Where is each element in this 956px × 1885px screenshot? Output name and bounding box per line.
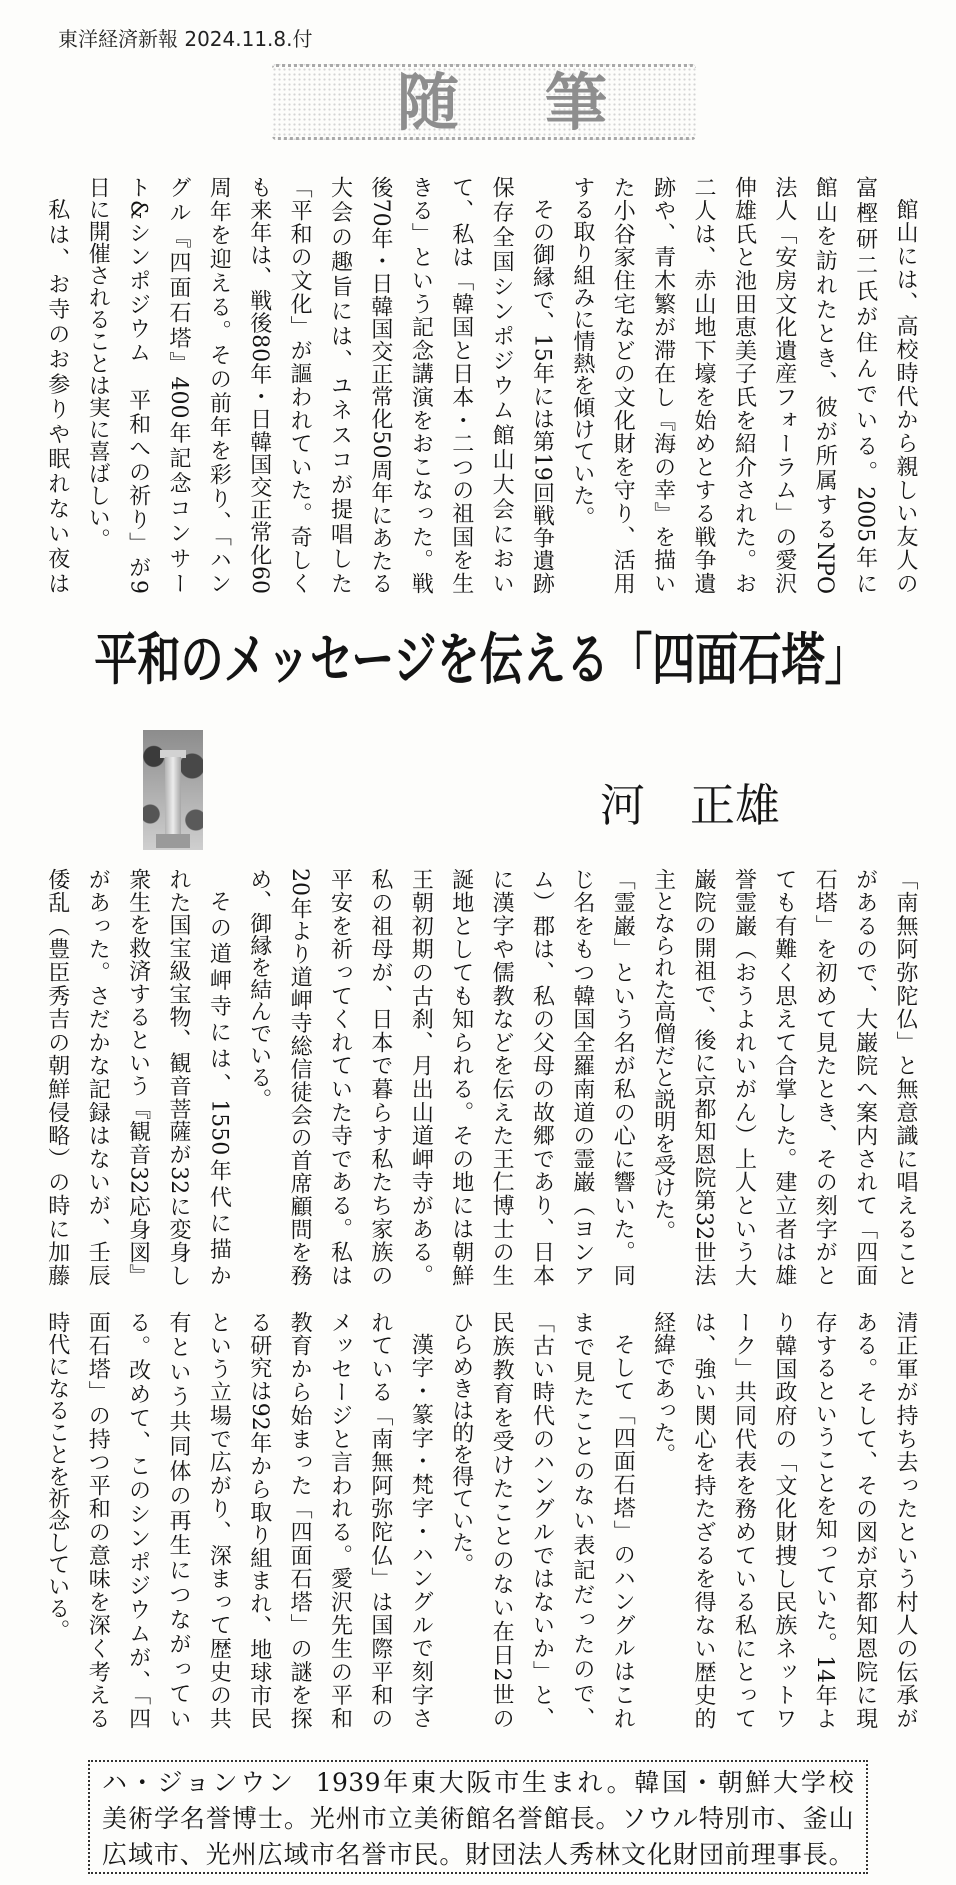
article-text-block-bottom bbox=[36, 1311, 925, 1729]
article-column: きる」という記念講演をおこなった。戦 bbox=[408, 176, 434, 594]
article-column: 日に開催されることは実に喜ばしい。 bbox=[85, 176, 111, 550]
source-date-line: 東洋経済新報 2024.11.8.付 bbox=[58, 27, 313, 51]
article-column: め、御縁を結んでいる。 bbox=[246, 868, 272, 1110]
article-column: は、強い関心を持たざるを得ない歴史的 bbox=[691, 1311, 717, 1729]
article-column: 倭乱（豊臣秀吉の朝鮮侵略）の時に加藤 bbox=[44, 868, 70, 1287]
stone-tower-photo bbox=[143, 730, 203, 850]
article-column: 後70年・日韓国交正常化50周年にあたる bbox=[367, 176, 393, 594]
article-column: も来年は、戦後80年・日韓国交正常化60 bbox=[246, 176, 272, 594]
article-column: 経緯であった。 bbox=[650, 1311, 676, 1465]
article-column: 20年より道岬寺総信徒会の首席顧問を務 bbox=[287, 868, 313, 1286]
article-column: た小谷家住宅などの文化財を守り、活用 bbox=[610, 176, 636, 595]
article-column: まで見たことのない表記だったので、 bbox=[569, 1311, 595, 1729]
profile-line: 美術学名誉博士。光州市立美術館名誉館長。ソウル特別市、釜山 bbox=[102, 1804, 854, 1833]
article-column: 私の祖母が、日本で暮らす私たち家族の bbox=[367, 868, 393, 1286]
article-text-block-top bbox=[36, 176, 925, 594]
author-profile-box bbox=[88, 1760, 868, 1874]
article-column: 「古い時代のハングルではないか」と、 bbox=[529, 1311, 555, 1729]
article-column: 二人は、赤山地下壕を始めとする戦争遺 bbox=[691, 176, 717, 594]
profile-line-text: 1939年東大阪市生まれ。韓国・朝鮮大学校 bbox=[315, 1768, 854, 1797]
article-column: 巌院の開祖で、後に京都知恩院第32世法 bbox=[691, 868, 717, 1286]
article-column: れた国宝級宝物、観音菩薩が32に変身し bbox=[165, 868, 191, 1286]
article-column: 法人「安房文化遺産フォーラム」の愛沢 bbox=[771, 176, 797, 594]
tower-base-shape bbox=[156, 834, 190, 848]
article-column: ーク」共同代表を務めている私にとって bbox=[731, 1311, 757, 1730]
article-column: 時代になることを祈念している。 bbox=[44, 1311, 70, 1641]
article-column: 王朝初期の古刹、月出山道岬寺がある。 bbox=[408, 868, 434, 1286]
article-column: 清正軍が持ち去ったという村人の伝承が bbox=[893, 1311, 918, 1729]
article-column: その道岬寺には、1550年代に描か bbox=[206, 890, 232, 1286]
article-column: 有という共同体の再生につながってい bbox=[165, 1311, 191, 1729]
article-column: 教育から始まった「四面石塔」の謎を探 bbox=[287, 1311, 313, 1729]
article-column: そして「四面石塔」のハングルはこれ bbox=[610, 1333, 636, 1729]
article-column: 伸雄氏と池田恵美子氏を紹介された。お bbox=[731, 176, 757, 594]
article-column: 「平和の文化」が謳われていた。奇しく bbox=[287, 176, 313, 594]
article-column: て、私は「韓国と日本・二つの祖国を生 bbox=[448, 176, 474, 594]
article-column: メッセージと言われる。愛沢先生の平和 bbox=[327, 1311, 353, 1729]
article-column: 石塔」を初めて見たとき、その刻字がと bbox=[812, 868, 838, 1286]
article-headline: 平和のメッセージを伝える「四面石塔」 bbox=[94, 627, 868, 693]
article-column: 主となられた高僧だと説明を受けた。 bbox=[650, 868, 676, 1242]
tower-shape bbox=[165, 757, 181, 837]
article-column: 私は、お寺のお参りや眠れない夜は bbox=[44, 198, 70, 594]
article-text-block-middle bbox=[36, 868, 925, 1286]
article-column: 誕地としても知られる。その地には朝鮮 bbox=[448, 868, 474, 1287]
profile-name: ハ・ジョンウン bbox=[102, 1768, 296, 1797]
essay-section-banner bbox=[272, 64, 696, 140]
article-column: ひらめきは的を得ていた。 bbox=[448, 1311, 474, 1575]
essay-section-title: 随筆 bbox=[397, 66, 694, 139]
article-column: れている「南無阿弥陀仏」は国際平和の bbox=[367, 1311, 393, 1729]
article-column: 民族教育を受けたことのない在日2世の bbox=[489, 1311, 515, 1729]
article-column: 「霊巌」という名が私の心に響いた。同 bbox=[610, 868, 636, 1287]
article-column: 保存全国シンポジウム館山大会におい bbox=[489, 176, 515, 594]
article-column: ム）郡は、私の父母の故郷であり、日本 bbox=[529, 868, 555, 1286]
article-column: その御縁で、15年には第19回戦争遺跡 bbox=[529, 198, 555, 594]
article-column: 存するということを知っていた。14年よ bbox=[812, 1311, 838, 1729]
article-column: る。改めて、このシンポジウムが、「四 bbox=[125, 1311, 151, 1729]
article-column: ト&シンポジウム 平和への祈り」が9 bbox=[125, 176, 151, 594]
article-column: 館山を訪れたとき、彼が所属するNPO bbox=[812, 176, 838, 594]
profile-line bbox=[102, 1765, 854, 1801]
article-column: する取り組みに情熱を傾けていた。 bbox=[569, 176, 595, 528]
article-column: 館山には、高校時代から親しい友人の bbox=[893, 198, 918, 594]
article-column: る研究は92年から取り組まれ、地球市民 bbox=[246, 1311, 272, 1729]
article-column: 「南無阿弥陀仏」と無意識に唱えること bbox=[893, 868, 918, 1287]
article-column: 誉霊巌（おうよれいがん）上人という大 bbox=[731, 868, 757, 1286]
article-column: があるので、大巌院へ案内されて「四面 bbox=[852, 868, 878, 1286]
article-column: 大会の趣旨には、ユネスコが提唱した bbox=[327, 176, 353, 594]
article-column: り韓国政府の「文化財捜し民族ネットワ bbox=[771, 1311, 797, 1729]
author-name: 河 正雄 bbox=[600, 779, 781, 832]
article-column: 漢字・篆字・梵字・ハングルで刻字さ bbox=[408, 1333, 434, 1729]
article-column: 衆生を救済するという『観音32応身図』 bbox=[125, 868, 151, 1286]
article-column: グル『四面石塔』400年記念コンサー bbox=[165, 176, 191, 594]
article-column: 面石塔」の持つ平和の意味を深く考える bbox=[85, 1311, 111, 1730]
article-column: ある。そして、その図が京都知恩院に現 bbox=[852, 1311, 878, 1729]
article-column: 周年を迎える。その前年を彩り、「ハン bbox=[206, 176, 232, 594]
article-column: 平安を祈ってくれていた寺である。私は bbox=[327, 868, 353, 1286]
profile-line: 広域市、光州広域市名誉市民。財団法人秀林文化財団前理事長。 bbox=[102, 1840, 854, 1869]
article-column: があった。さだかな記録はないが、壬辰 bbox=[85, 868, 111, 1286]
article-column: 富樫研二氏が住んでいる。2005年に bbox=[852, 176, 878, 594]
article-column: ても有難く思えて合掌した。建立者は雄 bbox=[771, 868, 797, 1286]
article-column: に漢字や儒教などを伝えた王仁博士の生 bbox=[489, 868, 515, 1286]
article-column: じ名をもつ韓国全羅南道の霊巌（ヨンア bbox=[569, 868, 595, 1286]
article-column: 跡や、青木繁が滞在し『海の幸』を描い bbox=[650, 176, 676, 594]
article-column: という立場で広がり、深まって歴史の共 bbox=[206, 1311, 232, 1729]
